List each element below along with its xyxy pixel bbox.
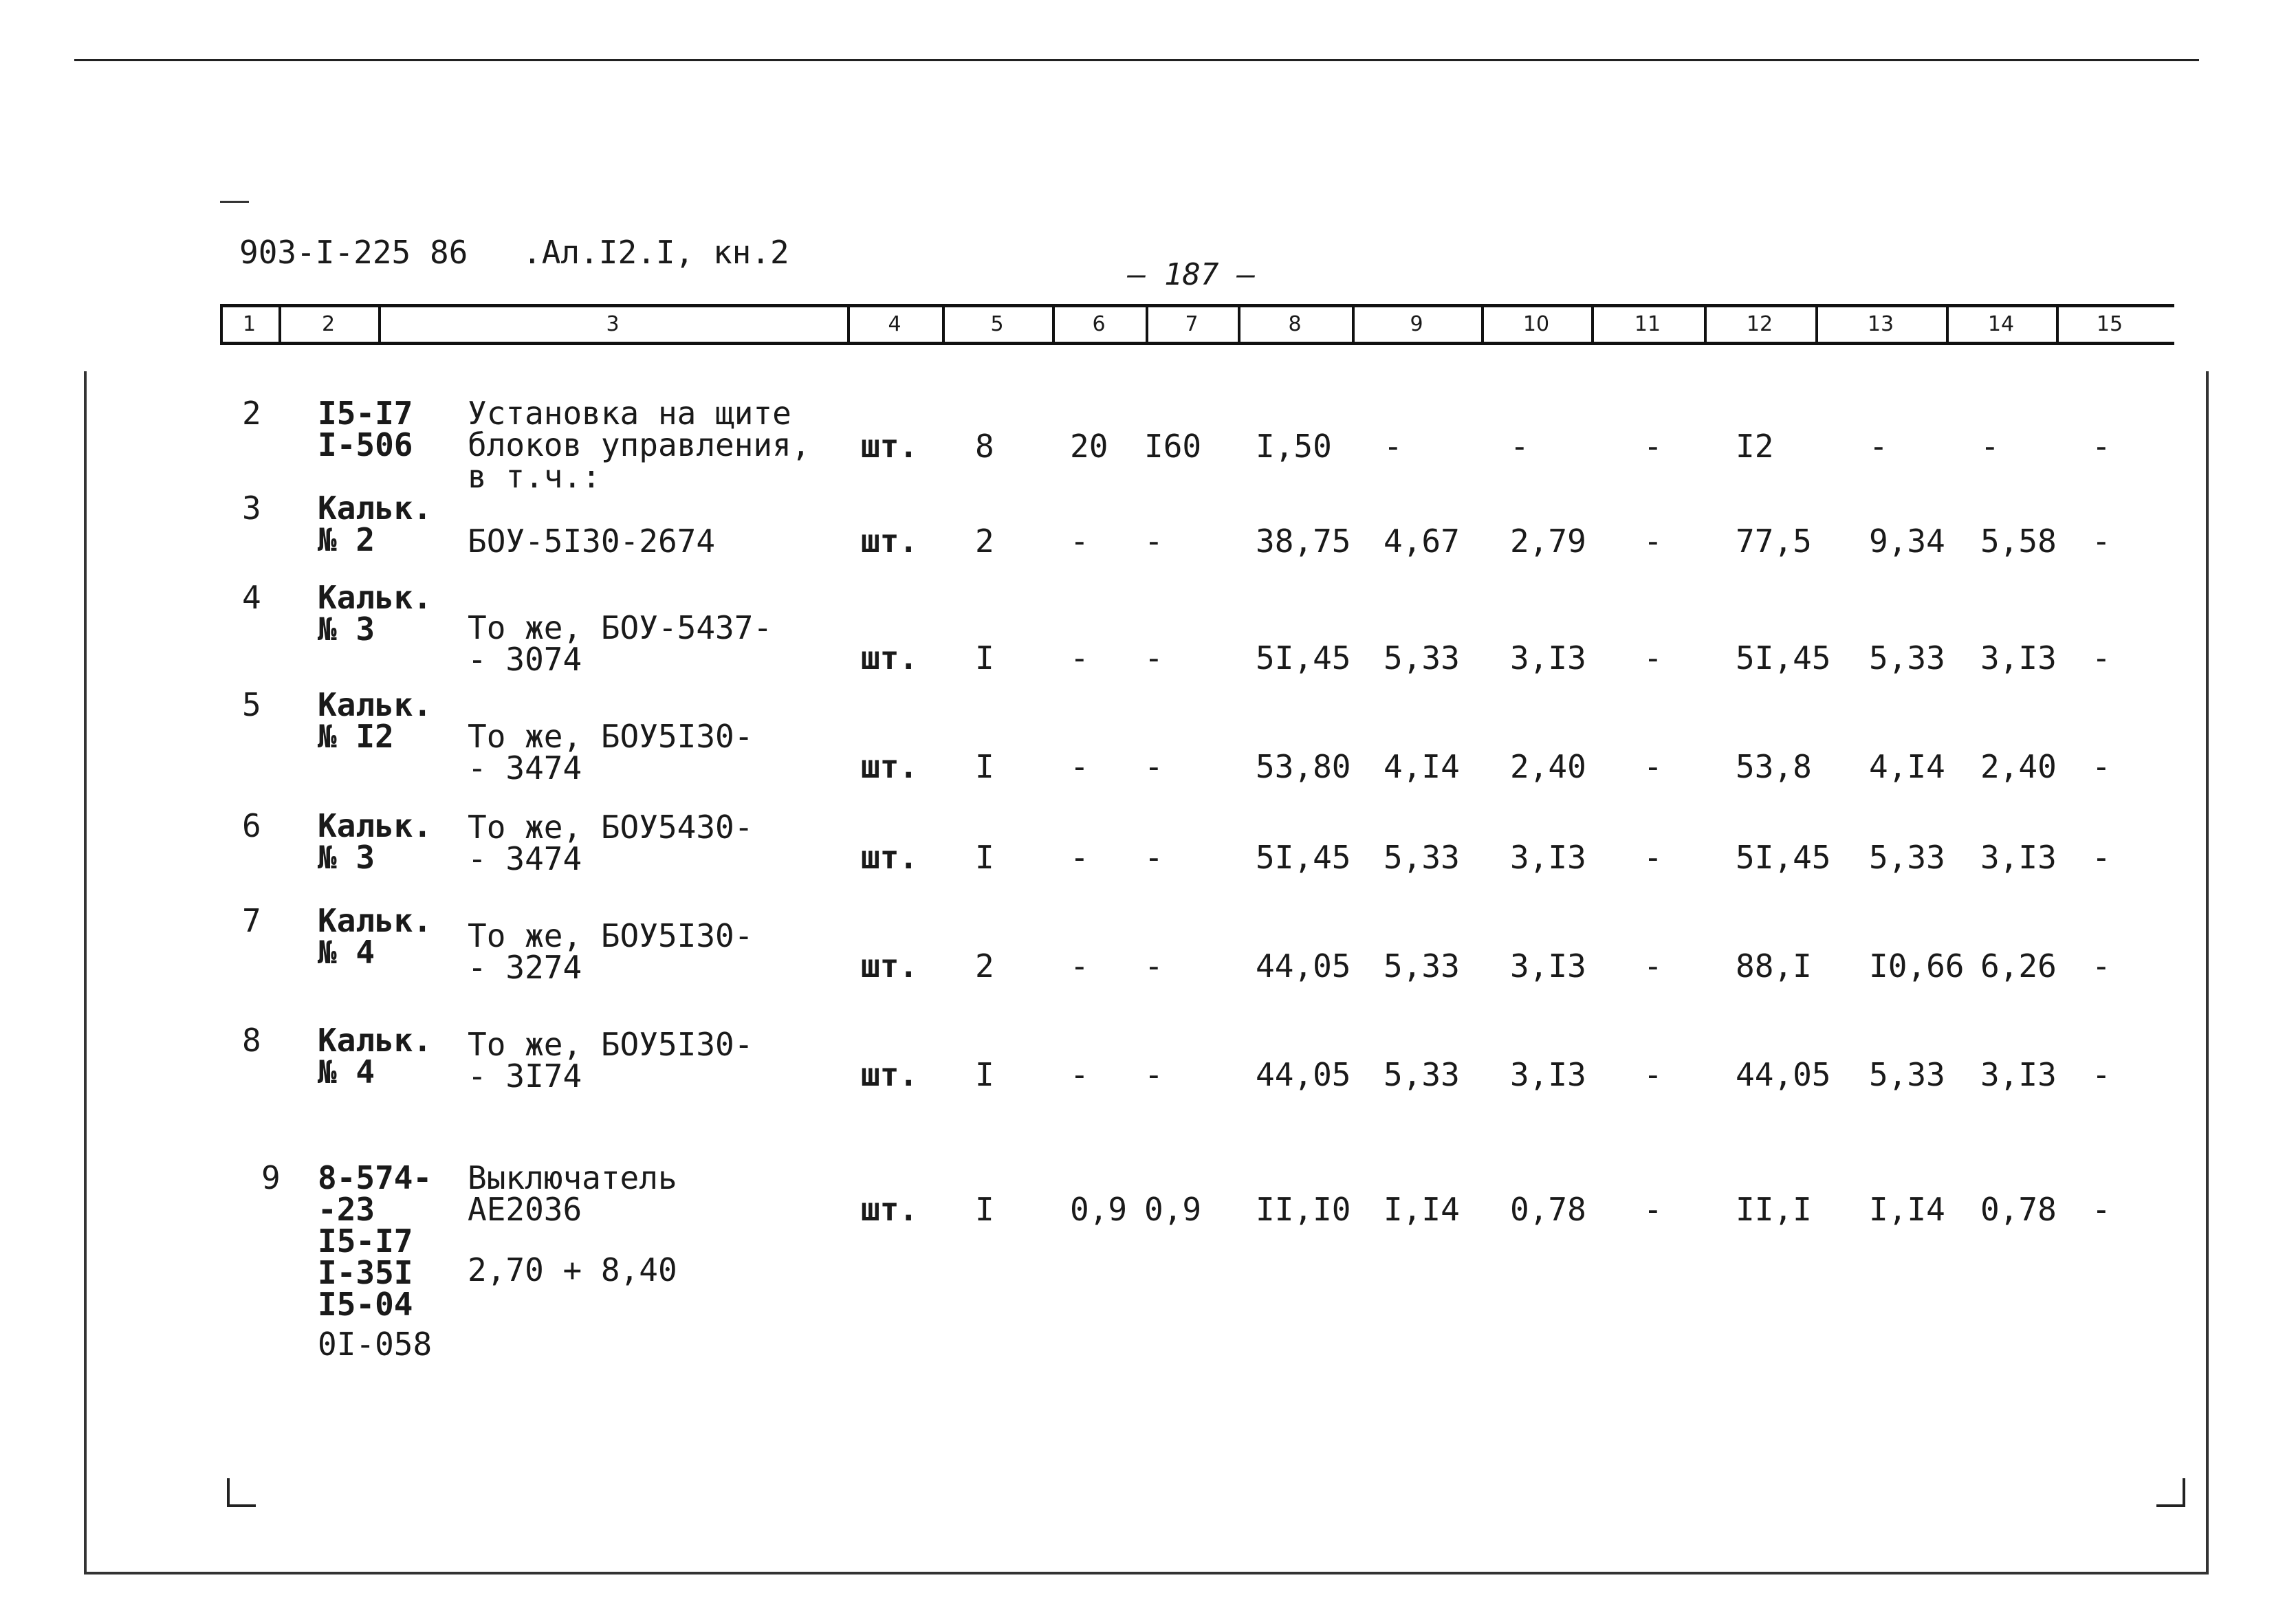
cell-c7: - bbox=[1144, 523, 1163, 560]
top-rule bbox=[74, 59, 2199, 61]
cell-c7: - bbox=[1144, 748, 1163, 785]
cell-c14: - bbox=[1980, 428, 2000, 465]
column-number-3: 3 bbox=[606, 312, 620, 336]
cell-c12: 88,I bbox=[1736, 947, 1812, 985]
cell-c7: 0,9 bbox=[1144, 1191, 1202, 1228]
column-bar-ext-top bbox=[2163, 304, 2174, 307]
cell-c5: I bbox=[975, 1056, 994, 1093]
column-separator bbox=[847, 304, 850, 345]
cell-c5: I bbox=[975, 1191, 994, 1228]
norm-code: Кальк. № 4 bbox=[318, 902, 433, 971]
column-separator bbox=[278, 304, 281, 345]
cell-c13: 9,34 bbox=[1869, 523, 1945, 560]
cell-c10: 3,I3 bbox=[1510, 947, 1586, 985]
column-number-12: 12 bbox=[1746, 312, 1773, 336]
cell-c9: 5,33 bbox=[1384, 1056, 1460, 1093]
cell-c13: 5,33 bbox=[1869, 639, 1945, 677]
cell-c13: I0,66 bbox=[1869, 947, 1965, 985]
cell-c6: - bbox=[1070, 748, 1089, 785]
cell-c5: 2 bbox=[975, 947, 994, 985]
column-separator bbox=[378, 304, 381, 345]
item-description: То же, БОУ5430- - 3474 bbox=[468, 809, 754, 877]
cell-c5: I bbox=[975, 839, 994, 876]
cell-c15: - bbox=[2092, 523, 2111, 560]
cell-c14: 3,I3 bbox=[1980, 639, 2057, 677]
cell-c14: 2,40 bbox=[1980, 748, 2057, 785]
cell-c12: 53,8 bbox=[1736, 748, 1812, 785]
unit: шт. bbox=[861, 748, 919, 785]
column-number-15: 15 bbox=[2096, 312, 2123, 336]
cell-c11: - bbox=[1643, 428, 1663, 465]
cell-c12: I2 bbox=[1736, 428, 1774, 465]
column-number-6: 6 bbox=[1092, 312, 1106, 336]
cell-c7: - bbox=[1144, 839, 1163, 876]
column-number-10: 10 bbox=[1522, 312, 1550, 336]
cell-c6: - bbox=[1070, 839, 1089, 876]
item-description: БОУ-5I30-2674 bbox=[468, 523, 716, 560]
cell-c6: - bbox=[1070, 639, 1089, 677]
cell-c8: 5I,45 bbox=[1256, 639, 1351, 677]
column-separator bbox=[1052, 304, 1055, 345]
unit: шт. bbox=[861, 428, 919, 465]
unit: шт. bbox=[861, 1191, 919, 1228]
column-separator bbox=[220, 304, 223, 345]
unit: шт. bbox=[861, 839, 919, 876]
cell-c5: I bbox=[975, 748, 994, 785]
cell-c8: 53,80 bbox=[1256, 748, 1351, 785]
column-number-14: 14 bbox=[1987, 312, 2015, 336]
row-number: 9 bbox=[261, 1159, 281, 1196]
cell-c8: 38,75 bbox=[1256, 523, 1351, 560]
column-separator bbox=[2056, 304, 2059, 345]
cell-c9: 4,67 bbox=[1384, 523, 1460, 560]
cell-c15: - bbox=[2092, 639, 2111, 677]
item-description: Выключатель АЕ2036 bbox=[468, 1159, 677, 1228]
cell-c15: - bbox=[2092, 428, 2111, 465]
norm-code: I5-I7 I-506 bbox=[318, 395, 413, 463]
row-number: 3 bbox=[242, 490, 261, 527]
page-number: — 187 — bbox=[1128, 257, 1256, 292]
cell-c10: - bbox=[1510, 428, 1529, 465]
norm-code-extra: 0I-058 bbox=[318, 1326, 433, 1363]
column-number-5: 5 bbox=[990, 312, 1004, 336]
column-bar-ext-bottom bbox=[2163, 342, 2174, 345]
cell-c10: 3,I3 bbox=[1510, 1056, 1586, 1093]
item-description: То же, БОУ-5437- - 3074 bbox=[468, 609, 773, 678]
row-number: 8 bbox=[242, 1022, 261, 1059]
column-number-7: 7 bbox=[1185, 312, 1199, 336]
cell-c9: - bbox=[1384, 428, 1403, 465]
cell-c8: I,50 bbox=[1256, 428, 1332, 465]
column-separator bbox=[1591, 304, 1594, 345]
unit: шт. bbox=[861, 639, 919, 677]
cell-c15: - bbox=[2092, 839, 2111, 876]
norm-code: 8-574- -23 I5-I7 I-35I I5-04 bbox=[318, 1159, 433, 1323]
cell-c13: 5,33 bbox=[1869, 1056, 1945, 1093]
cell-c8: II,I0 bbox=[1256, 1191, 1351, 1228]
cell-c14: 3,I3 bbox=[1980, 839, 2057, 876]
column-separator bbox=[1704, 304, 1707, 345]
cell-c12: 5I,45 bbox=[1736, 839, 1831, 876]
unit: шт. bbox=[861, 1056, 919, 1093]
cell-c14: 3,I3 bbox=[1980, 1056, 2057, 1093]
column-number-4: 4 bbox=[888, 312, 901, 336]
cell-c9: 4,I4 bbox=[1384, 748, 1460, 785]
column-number-1: 1 bbox=[242, 312, 256, 336]
item-description: То же, БОУ5I30- - 3I74 bbox=[468, 1026, 754, 1095]
unit: шт. bbox=[861, 947, 919, 985]
column-number-9: 9 bbox=[1410, 312, 1423, 336]
column-number-2: 2 bbox=[321, 312, 336, 336]
cell-c7: - bbox=[1144, 947, 1163, 985]
cell-c9: I,I4 bbox=[1384, 1191, 1460, 1228]
cell-c14: 0,78 bbox=[1980, 1191, 2057, 1228]
cell-c7: - bbox=[1144, 639, 1163, 677]
cell-c11: - bbox=[1643, 1191, 1663, 1228]
cell-c12: 77,5 bbox=[1736, 523, 1812, 560]
row-number: 7 bbox=[242, 902, 261, 939]
column-separator bbox=[1146, 304, 1148, 345]
cell-c10: 2,79 bbox=[1510, 523, 1586, 560]
cell-c9: 5,33 bbox=[1384, 839, 1460, 876]
cell-c5: 2 bbox=[975, 523, 994, 560]
cell-c5: 8 bbox=[975, 428, 994, 465]
cell-c14: 6,26 bbox=[1980, 947, 2057, 985]
cell-c12: 5I,45 bbox=[1736, 639, 1831, 677]
cell-c13: - bbox=[1869, 428, 1888, 465]
norm-code: Кальк. № 3 bbox=[318, 579, 433, 648]
cell-c10: 3,I3 bbox=[1510, 839, 1586, 876]
item-description: То же, БОУ5I30- - 3274 bbox=[468, 917, 754, 986]
cell-c15: - bbox=[2092, 1191, 2111, 1228]
column-separator bbox=[1238, 304, 1240, 345]
cell-c11: - bbox=[1643, 839, 1663, 876]
column-separator bbox=[1481, 304, 1484, 345]
item-formula: 2,70 + 8,40 bbox=[468, 1251, 677, 1288]
cell-c6: 20 bbox=[1070, 428, 1108, 465]
cell-c7: - bbox=[1144, 1056, 1163, 1093]
cell-c15: - bbox=[2092, 748, 2111, 785]
column-separator bbox=[1815, 304, 1818, 345]
sheet-ref: .Ал.I2.I, кн.2 bbox=[523, 234, 789, 271]
cell-c8: 44,05 bbox=[1256, 947, 1351, 985]
column-number-8: 8 bbox=[1288, 312, 1302, 336]
row-number: 4 bbox=[242, 579, 261, 616]
column-number-11: 11 bbox=[1634, 312, 1661, 336]
cell-c12: 44,05 bbox=[1736, 1056, 1831, 1093]
cell-c6: - bbox=[1070, 523, 1089, 560]
cell-c11: - bbox=[1643, 947, 1663, 985]
column-separator bbox=[1352, 304, 1355, 345]
cell-c8: 44,05 bbox=[1256, 1056, 1351, 1093]
norm-code: Кальк. № I2 bbox=[318, 686, 433, 755]
cell-c11: - bbox=[1643, 639, 1663, 677]
cell-c13: 5,33 bbox=[1869, 839, 1945, 876]
header-dash bbox=[220, 201, 249, 203]
cell-c11: - bbox=[1643, 523, 1663, 560]
cell-c13: I,I4 bbox=[1869, 1191, 1945, 1228]
corner-mark-left bbox=[227, 1478, 256, 1507]
column-separator bbox=[942, 304, 945, 345]
item-description: То же, БОУ5I30- - 3474 bbox=[468, 718, 754, 787]
norm-code: Кальк. № 2 bbox=[318, 490, 433, 558]
cell-c6: - bbox=[1070, 1056, 1089, 1093]
column-number-13: 13 bbox=[1867, 312, 1894, 336]
cell-c11: - bbox=[1643, 1056, 1663, 1093]
cell-c15: - bbox=[2092, 1056, 2111, 1093]
row-number: 5 bbox=[242, 686, 261, 723]
cell-c10: 2,40 bbox=[1510, 748, 1586, 785]
cell-c12: II,I bbox=[1736, 1191, 1812, 1228]
cell-c8: 5I,45 bbox=[1256, 839, 1351, 876]
column-separator bbox=[1946, 304, 1949, 345]
doc-code: 903-I-225 86 bbox=[239, 234, 468, 271]
cell-c9: 5,33 bbox=[1384, 947, 1460, 985]
cell-c11: - bbox=[1643, 748, 1663, 785]
cell-c15: - bbox=[2092, 947, 2111, 985]
frame-bottom bbox=[84, 1572, 2209, 1574]
cell-c14: 5,58 bbox=[1980, 523, 2057, 560]
cell-c6: 0,9 bbox=[1070, 1191, 1128, 1228]
cell-c5: I bbox=[975, 639, 994, 677]
frame-right bbox=[2206, 371, 2209, 1574]
cell-c7: I60 bbox=[1144, 428, 1202, 465]
cell-c10: 0,78 bbox=[1510, 1191, 1586, 1228]
corner-mark-right bbox=[2156, 1478, 2185, 1507]
cell-c10: 3,I3 bbox=[1510, 639, 1586, 677]
cell-c9: 5,33 bbox=[1384, 639, 1460, 677]
norm-code: Кальк. № 4 bbox=[318, 1022, 433, 1090]
cell-c13: 4,I4 bbox=[1869, 748, 1945, 785]
cell-c6: - bbox=[1070, 947, 1089, 985]
norm-code: Кальк. № 3 bbox=[318, 807, 433, 876]
frame-left bbox=[84, 371, 87, 1574]
item-description: Установка на щите блоков управления, в т.ч.: bbox=[468, 395, 811, 495]
row-number: 6 bbox=[242, 807, 261, 844]
row-number: 2 bbox=[242, 395, 261, 432]
unit: шт. bbox=[861, 523, 919, 560]
